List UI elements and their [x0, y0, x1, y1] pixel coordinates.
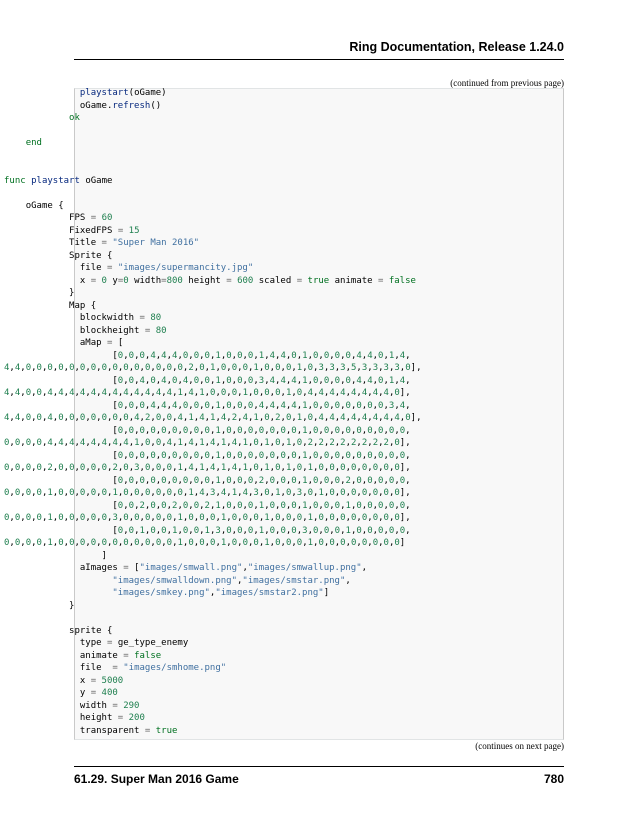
page-header-title: Ring Documentation, Release 1.24.0: [349, 40, 564, 54]
code-line: [0,0,4,0,4,0,4,0,0,1,0,0,0,3,4,4,4,1,0,0,0,0,4,4,0,1,4,: [112, 375, 411, 386]
code-line: "images/smwalldown.png","images/smstar.png",: [112, 575, 351, 586]
code-line: end: [25, 138, 42, 148]
code-line: [0,0,0,0,0,0,0,0,0,1,0,0,0,0,0,0,0,1,0,0,0,0,0,0,0,0,0,: [112, 450, 411, 461]
code-line: 4,4,0,0,0,0,0,0,0,0,0,0,0,0,0,0,0,2,0,1,0,0,0,1,0,0,0,1,0,3,3,3,5,3,3,3,3,0],: [4, 363, 422, 373]
code-line: aMap = [: [79, 338, 124, 348]
code-line: ok: [69, 113, 80, 123]
code-line: oGame.refresh(): [79, 100, 162, 111]
code-line: [4, 612, 564, 625]
code-line: [4, 162, 564, 175]
code-line: x = 5000: [79, 675, 124, 686]
code-line: Title = "Super Man 2016": [69, 238, 200, 248]
code-line: [4, 125, 564, 138]
code-block: [4, 88, 564, 740]
code-line: [0,0,0,4,4,4,0,0,0,1,0,0,0,4,4,4,4,1,0,0,0,0,0,0,0,3,4,: [112, 400, 411, 411]
code-line: Sprite {: [69, 250, 113, 261]
code-line: sprite {: [69, 625, 113, 636]
header-divider: [74, 59, 564, 60]
code-line: [0,0,1,0,0,1,0,0,1,3,0,0,0,1,0,0,0,3,0,0,0,1,0,0,0,0,0,: [112, 525, 411, 536]
code-line: ]: [101, 550, 107, 561]
continues-on-note: (continues on next page): [475, 741, 564, 751]
code-line: 0,0,0,0,2,0,0,0,0,0,2,0,3,0,0,0,1,4,1,4,1,4,1,0,1,0,1,0,1,0,0,0,0,0,0,0,0],: [4, 463, 411, 473]
code-line: FixedFPS = 15: [69, 225, 140, 236]
code-line: 0,0,0,0,1,0,0,0,0,0,0,0,0,0,0,0,1,0,0,0,1,0,0,0,1,0,0,0,1,0,0,0,0,0,0,0,0]: [4, 538, 406, 548]
code-line: height = 200: [79, 713, 145, 723]
code-line: aImages = ["images/smwall.png","images/smwallup.png",: [79, 563, 368, 573]
code-line: 4,4,0,0,4,0,0,0,0,0,0,0,4,2,0,0,4,1,4,1,4,2,4,1,0,2,0,1,0,4,4,4,4,4,4,4,4,0],: [4, 413, 422, 423]
code-listing: [4, 87, 564, 737]
code-line: }: [69, 288, 75, 298]
footer-section-title: 61.29. Super Man 2016 Game: [74, 772, 239, 786]
code-line: "images/smkey.png","images/smstar2.png"]: [112, 588, 330, 598]
code-line: x = 0 y=0 width=800 height = 600 scaled = true animate = false: [79, 275, 416, 286]
code-line: oGame {: [25, 200, 64, 211]
code-line: y = 400: [79, 688, 118, 698]
code-line: file = "images/supermancity.jpg": [79, 263, 254, 273]
code-line: }: [69, 600, 75, 611]
code-line: playstart(oGame): [79, 88, 167, 98]
code-line: 4,4,0,0,4,4,4,4,4,4,4,4,4,4,4,4,1,4,1,0,0,0,1,0,0,0,1,0,4,4,4,4,4,4,4,4,0],: [4, 388, 411, 398]
code-line: transparent = true: [79, 725, 178, 736]
code-line: 0,0,0,0,1,0,0,0,0,0,1,0,0,0,0,0,0,1,4,3,4,1,4,3,0,1,0,3,0,1,0,0,0,0,0,0,0],: [4, 488, 411, 498]
code-line: [4, 187, 564, 200]
code-line: [0,0,0,0,0,0,0,0,0,1,0,0,0,2,0,0,0,1,0,0,0,2,0,0,0,0,0,: [112, 475, 411, 486]
code-line: file = "images/smhome.png": [79, 663, 227, 673]
code-line: Map {: [69, 300, 97, 311]
code-line: [4, 150, 564, 163]
code-line: width = 290: [79, 700, 140, 711]
code-line: [0,0,0,0,0,0,0,0,0,1,0,0,0,0,0,0,0,1,0,0,0,0,0,0,0,0,0,: [112, 425, 411, 436]
footer-page-number: 780: [543, 772, 564, 786]
code-line: [0,0,2,0,0,2,0,0,2,1,0,0,0,1,0,0,0,1,0,0,0,1,0,0,0,0,0,: [112, 500, 411, 511]
code-line: blockwidth = 80: [79, 313, 162, 323]
code-line: func playstart oGame: [4, 175, 113, 186]
code-line: FPS = 60: [69, 213, 113, 223]
code-line: 0,0,0,0,1,0,0,0,0,0,3,0,0,0,0,0,1,0,0,0,1,0,0,0,1,0,0,0,1,0,0,0,0,0,0,0,0],: [4, 513, 411, 523]
footer-divider: [74, 766, 564, 767]
continued-from-note: (continued from previous page): [450, 78, 564, 88]
code-line: blockheight = 80: [79, 325, 167, 336]
code-line: [0,0,0,4,4,4,0,0,0,1,0,0,0,1,4,4,0,1,0,0,0,0,4,4,0,1,4,: [112, 350, 411, 361]
code-line: animate = false: [79, 650, 162, 661]
code-line: 0,0,0,0,4,4,4,4,4,4,4,4,1,0,0,4,1,4,1,4,1,4,1,0,1,0,1,0,2,2,2,2,2,2,2,2,0],: [4, 438, 411, 448]
code-line: type = ge_type_enemy: [79, 638, 189, 648]
